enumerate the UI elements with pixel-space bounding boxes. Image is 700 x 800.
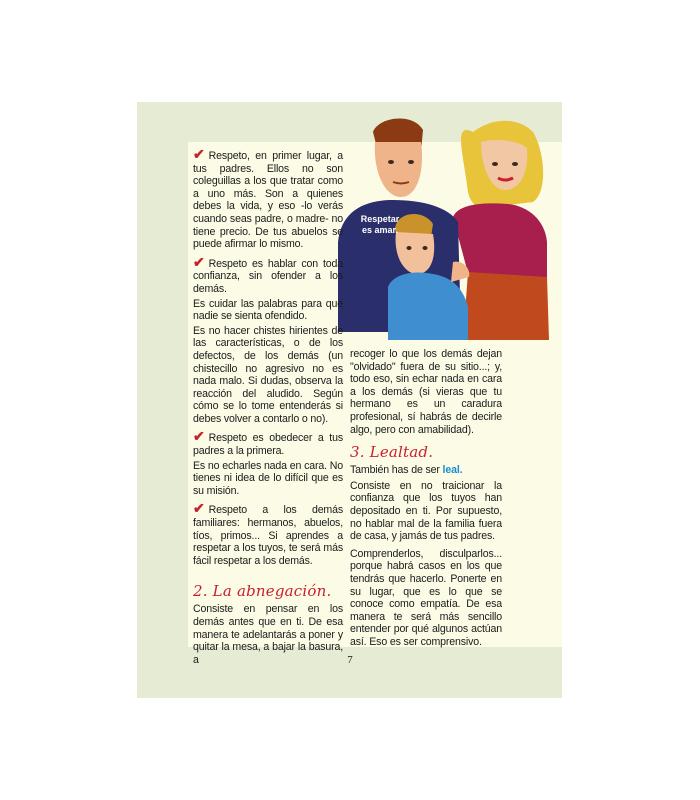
paragraph-respect-talk: ✔ Respeto es hablar con toda confianza, sin ofender a los demás. <box>193 253 343 295</box>
check-icon: ✔ <box>193 253 205 270</box>
paragraph-obey: ✔ Respeto es obedecer a tus padres a la primera. <box>193 428 343 458</box>
paragraph-respect-family: ✔ Respeto a los demás familiares: hermanos, abuelos, tíos, primos... Si aprendes a respetar a los tuyos, te será más fácil respetar a los demás. <box>193 500 343 567</box>
check-icon: ✔ <box>193 500 205 517</box>
heading-abnegation: 2. La abnegación. <box>193 582 332 601</box>
shirt-slogan: Respetar es amar. <box>360 214 400 235</box>
loyalty-intro: También has de ser leal. <box>350 464 463 477</box>
page-number: 7 <box>347 654 353 666</box>
right-column <box>350 348 502 653</box>
paragraph-abnegation: Consiste en pensar en los demás antes que en ti. De esa manera te adelantarás a poner y quitar la mesa, a bajar la basura, a <box>193 603 343 666</box>
paragraph-no-jokes: Es no hacer chistes hirientes de las características, o de los defectos, de los demás (un chistecillo no agresivo no es nada malo. Si dudas, observa la reacción del aludido. Según cómo se lo tome entenderás si debes volver a contarlo o no). <box>193 324 343 425</box>
heading-loyalty: 3. Lealtad. <box>350 443 434 462</box>
leal-word: leal. <box>442 464 463 477</box>
paragraph-continuation: recoger lo que los demás dejan "olvidado" fuera de su sitio...; y, todo eso, sin echar nada en cara a los demás (si vieras que tu hermano es un caradura profesional, sí habrás de decirle algo, pero con amabilidad). <box>350 348 502 436</box>
paragraph-respect-parents: ✔ Respeto, en primer lugar, a tus padres. Ellos no son coleguillas a los que tratar como a uno más. Son a quienes debes la vida, y eso -lo verás cuando seas padre, o madre- no tiene precio. De tus abuelos se puede afirmar lo mismo. <box>193 146 343 251</box>
paragraph-no-reproach: Es no echarles nada en cara. No tienes ni idea de lo difícil que es su misión. <box>193 459 343 497</box>
paragraph-care-words: Es cuidar las palabras para que nadie se sienta ofendido. <box>193 297 343 323</box>
check-icon: ✔ <box>193 146 205 162</box>
check-icon: ✔ <box>193 428 205 445</box>
left-column <box>193 148 343 671</box>
paragraph-understand: Comprenderlos, disculparlos... porque habrá casos en los que tendrás que hacerlo. Ponerte en su lugar, que es lo que se conoce como empatía. De esa manera te será más sencillo entender por qué algunos actúan así. Eso es ser comprensivo. <box>350 547 502 648</box>
paragraph-loyalty: Consiste en no traicionar la confianza que los tuyos han depositado en ti. Por supuesto, no hablar mal de la familia fuera de casa, y jamás de tus padres. <box>350 479 502 543</box>
